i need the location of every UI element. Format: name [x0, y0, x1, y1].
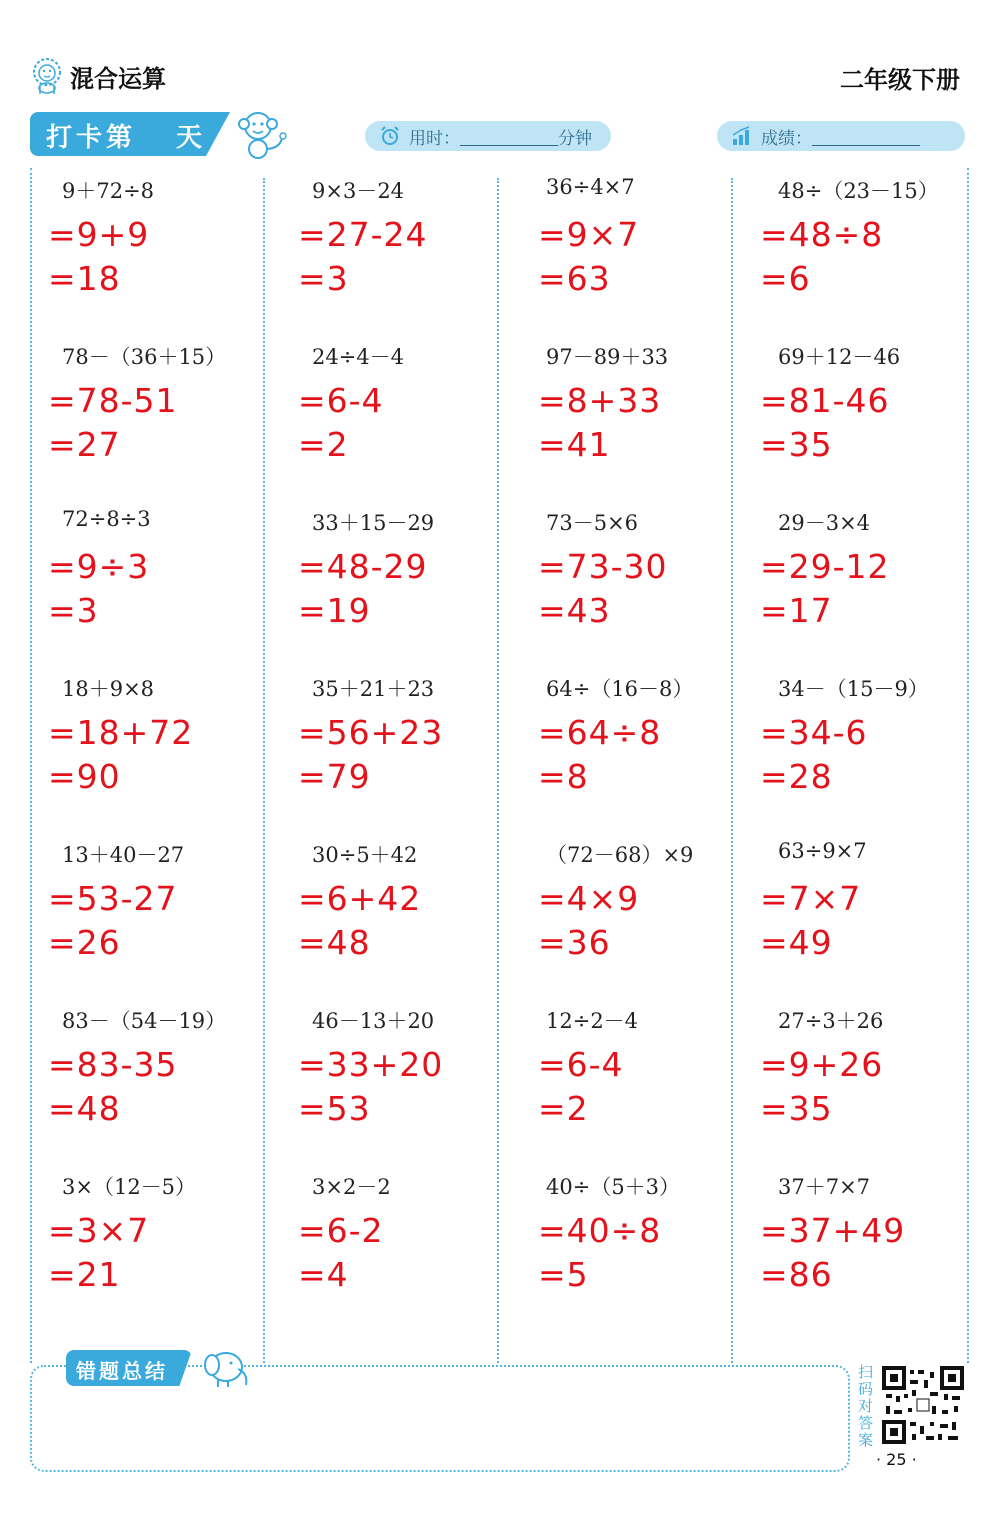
answer-step2: =48	[48, 1089, 121, 1128]
alarm-clock-icon	[379, 125, 401, 147]
scan-answer-label: 扫码对答案	[858, 1363, 874, 1449]
problem-expression: 12÷2－4	[546, 1009, 639, 1033]
grade-label: 二年级下册	[840, 66, 960, 94]
problem-expression: 36÷4×7	[546, 175, 635, 199]
mistake-summary-label: 错题总结	[76, 1359, 168, 1383]
problem-expression: 35＋21＋23	[312, 677, 435, 701]
answer-step2: =3	[48, 591, 99, 630]
elephant-icon	[198, 1347, 254, 1389]
qr-code[interactable]	[882, 1366, 964, 1444]
problem-expression: 48÷（23－15）	[778, 179, 939, 203]
answer-step2: =5	[538, 1255, 589, 1294]
checkin-banner-text	[46, 117, 206, 154]
answer-step2: =86	[760, 1255, 833, 1294]
answer-step2: =63	[538, 259, 611, 298]
answer-step2: =8	[538, 757, 589, 796]
problem-expression: 18＋9×8	[62, 677, 155, 701]
column-divider	[497, 178, 499, 1363]
answer-step1: =56+23	[298, 713, 444, 752]
problem-expression: 30÷5＋42	[312, 843, 418, 867]
answer-step1: =83-35	[48, 1045, 178, 1084]
answer-step2: =49	[760, 923, 833, 962]
score-blank[interactable]	[812, 127, 920, 146]
answer-step1: =9×7	[538, 215, 640, 254]
answer-step1: =33+20	[298, 1045, 444, 1084]
problem-expression: 40÷（5＋3）	[546, 1175, 681, 1199]
answer-step2: =21	[48, 1255, 121, 1294]
time-unit: 分钟	[558, 128, 592, 149]
answer-step2: =43	[538, 591, 611, 630]
answer-step1: =18+72	[48, 713, 194, 752]
bar-chart-icon	[731, 125, 753, 147]
answer-step2: =35	[760, 1089, 833, 1128]
answer-step2: =18	[48, 259, 121, 298]
answer-step1: =6+42	[298, 879, 422, 918]
answer-step1: =8+33	[538, 381, 662, 420]
problem-expression: 34－（15－9）	[778, 677, 929, 701]
answer-step1: =78-51	[48, 381, 178, 420]
column-divider	[731, 178, 733, 1363]
answer-step2: =26	[48, 923, 121, 962]
time-label: 用时：	[409, 128, 460, 149]
answer-step2: =3	[298, 259, 349, 298]
answer-step2: =35	[760, 425, 833, 464]
answer-step2: =2	[538, 1089, 589, 1128]
problem-expression: 13＋40－27	[62, 843, 185, 867]
page-number: · 25 ·	[876, 1450, 917, 1469]
answer-step1: =7×7	[760, 879, 862, 918]
problem-expression: 27÷3＋26	[778, 1009, 884, 1033]
header-left	[30, 52, 166, 100]
problem-expression: （72－68）×9	[546, 843, 694, 867]
answer-step1: =29-12	[760, 547, 890, 586]
answer-step1: =6-4	[538, 1045, 624, 1084]
score-label: 成绩：	[761, 128, 812, 149]
answer-step1: =53-27	[48, 879, 178, 918]
problem-expression: 29－3×4	[778, 511, 871, 535]
answer-step1: =4×9	[538, 879, 640, 918]
answer-step1: =3×7	[48, 1211, 150, 1250]
problem-expression: 24÷4－4	[312, 345, 405, 369]
problem-expression: 72÷8÷3	[62, 507, 151, 531]
problem-expression: 78－（36＋15）	[62, 345, 227, 369]
score-field	[717, 121, 965, 151]
answer-step2: =53	[298, 1089, 371, 1128]
lion-icon	[30, 56, 64, 96]
answer-step1: =27-24	[298, 215, 428, 254]
answer-step2: =36	[538, 923, 611, 962]
answer-step2: =27	[48, 425, 121, 464]
answer-step1: =34-6	[760, 713, 868, 752]
problem-expression: 69＋12－46	[778, 345, 901, 369]
answer-step1: =9+26	[760, 1045, 884, 1084]
time-blank[interactable]	[460, 127, 558, 146]
answer-step2: =4	[298, 1255, 349, 1294]
answer-step1: =81-46	[760, 381, 890, 420]
problem-expression: 3×（12－5）	[62, 1175, 197, 1199]
answer-step1: =37+49	[760, 1211, 906, 1250]
problem-expression: 64÷（16－8）	[546, 677, 694, 701]
answer-step2: =41	[538, 425, 611, 464]
checkin-day-prefix: 打卡第	[46, 123, 137, 153]
problem-expression: 9×3－24	[312, 179, 405, 203]
problem-expression: 9＋72÷8	[62, 179, 155, 203]
answer-step2: =28	[760, 757, 833, 796]
answer-step1: =9+9	[48, 215, 150, 254]
answer-step1: =64÷8	[538, 713, 662, 752]
answer-step1: =40÷8	[538, 1211, 662, 1250]
problem-expression: 63÷9×7	[778, 839, 867, 863]
time-field	[365, 121, 611, 151]
problem-expression: 73－5×6	[546, 511, 639, 535]
problem-expression: 97－89＋33	[546, 345, 669, 369]
answer-step1: =9÷3	[48, 547, 150, 586]
answer-step2: =90	[48, 757, 121, 796]
answer-step1: =48-29	[298, 547, 428, 586]
answer-step1: =6-2	[298, 1211, 384, 1250]
column-divider	[263, 178, 265, 1363]
answer-step2: =6	[760, 259, 811, 298]
answer-step1: =48÷8	[760, 215, 884, 254]
problem-expression: 83－（54－19）	[62, 1009, 227, 1033]
problem-expression: 3×2－2	[312, 1175, 391, 1199]
answer-step2: =19	[298, 591, 371, 630]
answer-step2: =48	[298, 923, 371, 962]
answer-step1: =6-4	[298, 381, 384, 420]
problem-expression: 46－13＋20	[312, 1009, 435, 1033]
answer-step1: =73-30	[538, 547, 668, 586]
checkin-day-suffix: 天	[176, 123, 207, 153]
answer-step2: =17	[760, 591, 833, 630]
problem-expression: 37＋7×7	[778, 1175, 871, 1199]
problem-expression: 33＋15－29	[312, 511, 435, 535]
answer-step2: =79	[298, 757, 371, 796]
book-title: 混合运算	[70, 64, 166, 93]
monkey-icon	[232, 104, 290, 162]
answer-step2: =2	[298, 425, 349, 464]
